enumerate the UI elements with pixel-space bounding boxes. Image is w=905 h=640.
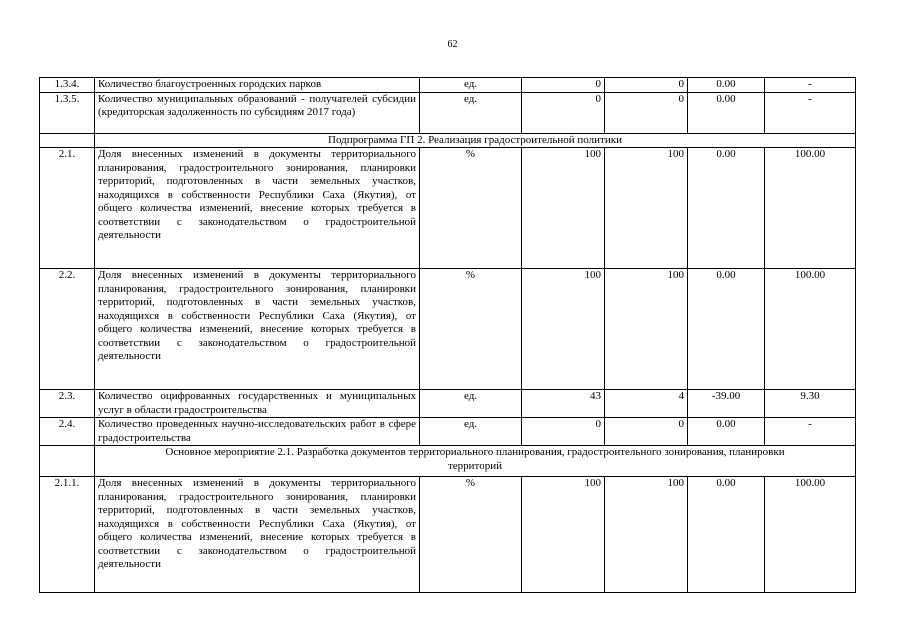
plan-value: 0 — [522, 92, 605, 133]
unit-cell: % — [420, 477, 522, 593]
deviation-value: 0.00 — [688, 418, 765, 446]
indicator-name: Количество оцифрованных государственных и муниципальных услуг в области градостроительства — [95, 390, 420, 418]
indicator-name: Доля внесенных изменений в документы территориального планирования, градостроительного зонирования, планировки территорий, подготовленных в части земельных участков, находящихся в собственности Республики Саха (Якутия), от общего количества изменений, внесение которых требуется в соответствии с законодательством о градостроительной деятельности — [95, 269, 420, 390]
row-number: 1.3.5. — [40, 92, 95, 133]
deviation-value: 0.00 — [688, 148, 765, 269]
percent-value: 9.30 — [765, 390, 856, 418]
section-num-cell — [40, 446, 95, 477]
row-number: 2.3. — [40, 390, 95, 418]
table-row — [40, 390, 856, 418]
row-number: 2.4. — [40, 418, 95, 446]
row-number: 2.1. — [40, 148, 95, 269]
percent-value: - — [765, 92, 856, 133]
percent-value: 100.00 — [765, 477, 856, 593]
plan-value: 43 — [522, 390, 605, 418]
fact-value: 4 — [605, 390, 688, 418]
table-row — [40, 92, 856, 133]
table-row — [40, 148, 856, 269]
unit-cell: % — [420, 148, 522, 269]
deviation-value: -39.00 — [688, 390, 765, 418]
deviation-value: 0.00 — [688, 78, 765, 93]
fact-value: 100 — [605, 269, 688, 390]
plan-value: 0 — [522, 418, 605, 446]
section-row — [40, 446, 856, 477]
fact-value: 0 — [605, 92, 688, 133]
fact-value: 100 — [605, 477, 688, 593]
indicator-name: Количество муниципальных образований - получателей субсидии (кредиторская задолженность по субсидиям 2017 года) — [95, 92, 420, 133]
row-number: 1.3.4. — [40, 78, 95, 93]
row-number: 2.1.1. — [40, 477, 95, 593]
table-row — [40, 269, 856, 390]
fact-value: 0 — [605, 78, 688, 93]
percent-value: - — [765, 418, 856, 446]
fact-value: 100 — [605, 148, 688, 269]
row-number: 2.2. — [40, 269, 95, 390]
percent-value: 100.00 — [765, 148, 856, 269]
plan-value: 100 — [522, 477, 605, 593]
table-row — [40, 477, 856, 593]
plan-value: 100 — [522, 148, 605, 269]
unit-cell: ед. — [420, 418, 522, 446]
indicator-name: Количество проведенных научно-исследовательских работ в сфере градостроительства — [95, 418, 420, 446]
unit-cell: % — [420, 269, 522, 390]
indicators-table — [39, 77, 856, 593]
deviation-value: 0.00 — [688, 477, 765, 593]
plan-value: 0 — [522, 78, 605, 93]
percent-value: - — [765, 78, 856, 93]
unit-cell: ед. — [420, 92, 522, 133]
table-row — [40, 418, 856, 446]
table-body — [40, 78, 856, 593]
section-row — [40, 133, 856, 148]
page-number: 62 — [447, 39, 458, 50]
plan-value: 100 — [522, 269, 605, 390]
fact-value: 0 — [605, 418, 688, 446]
percent-value: 100.00 — [765, 269, 856, 390]
indicator-name: Количество благоустроенных городских парков — [95, 78, 420, 93]
section-num-cell — [40, 133, 95, 148]
section-title: Основное мероприятие 2.1. Разработка документов территориального планирования, градостроительного зонирования, планировки территорий — [95, 446, 856, 477]
unit-cell: ед. — [420, 78, 522, 93]
table-row — [40, 78, 856, 93]
deviation-value: 0.00 — [688, 92, 765, 133]
indicator-name: Доля внесенных изменений в документы территориального планирования, градостроительного зонирования, планировки территорий, подготовленных в части земельных участков, находящихся в собственности Республики Саха (Якутия), от общего количества изменений, внесение которых требуется в соответствии с законодательством о градостроительной деятельности — [95, 477, 420, 593]
indicator-name: Доля внесенных изменений в документы территориального планирования, градостроительного зонирования, планировки территорий, подготовленных в части земельных участков, находящихся в собственности Республики Саха (Якутия), от общего количества изменений, внесение которых требуется в соответствии с законодательством о градостроительной деятельности — [95, 148, 420, 269]
unit-cell: ед. — [420, 390, 522, 418]
deviation-value: 0.00 — [688, 269, 765, 390]
section-title: Подпрограмма ГП 2. Реализация градостроительной политики — [95, 133, 856, 148]
